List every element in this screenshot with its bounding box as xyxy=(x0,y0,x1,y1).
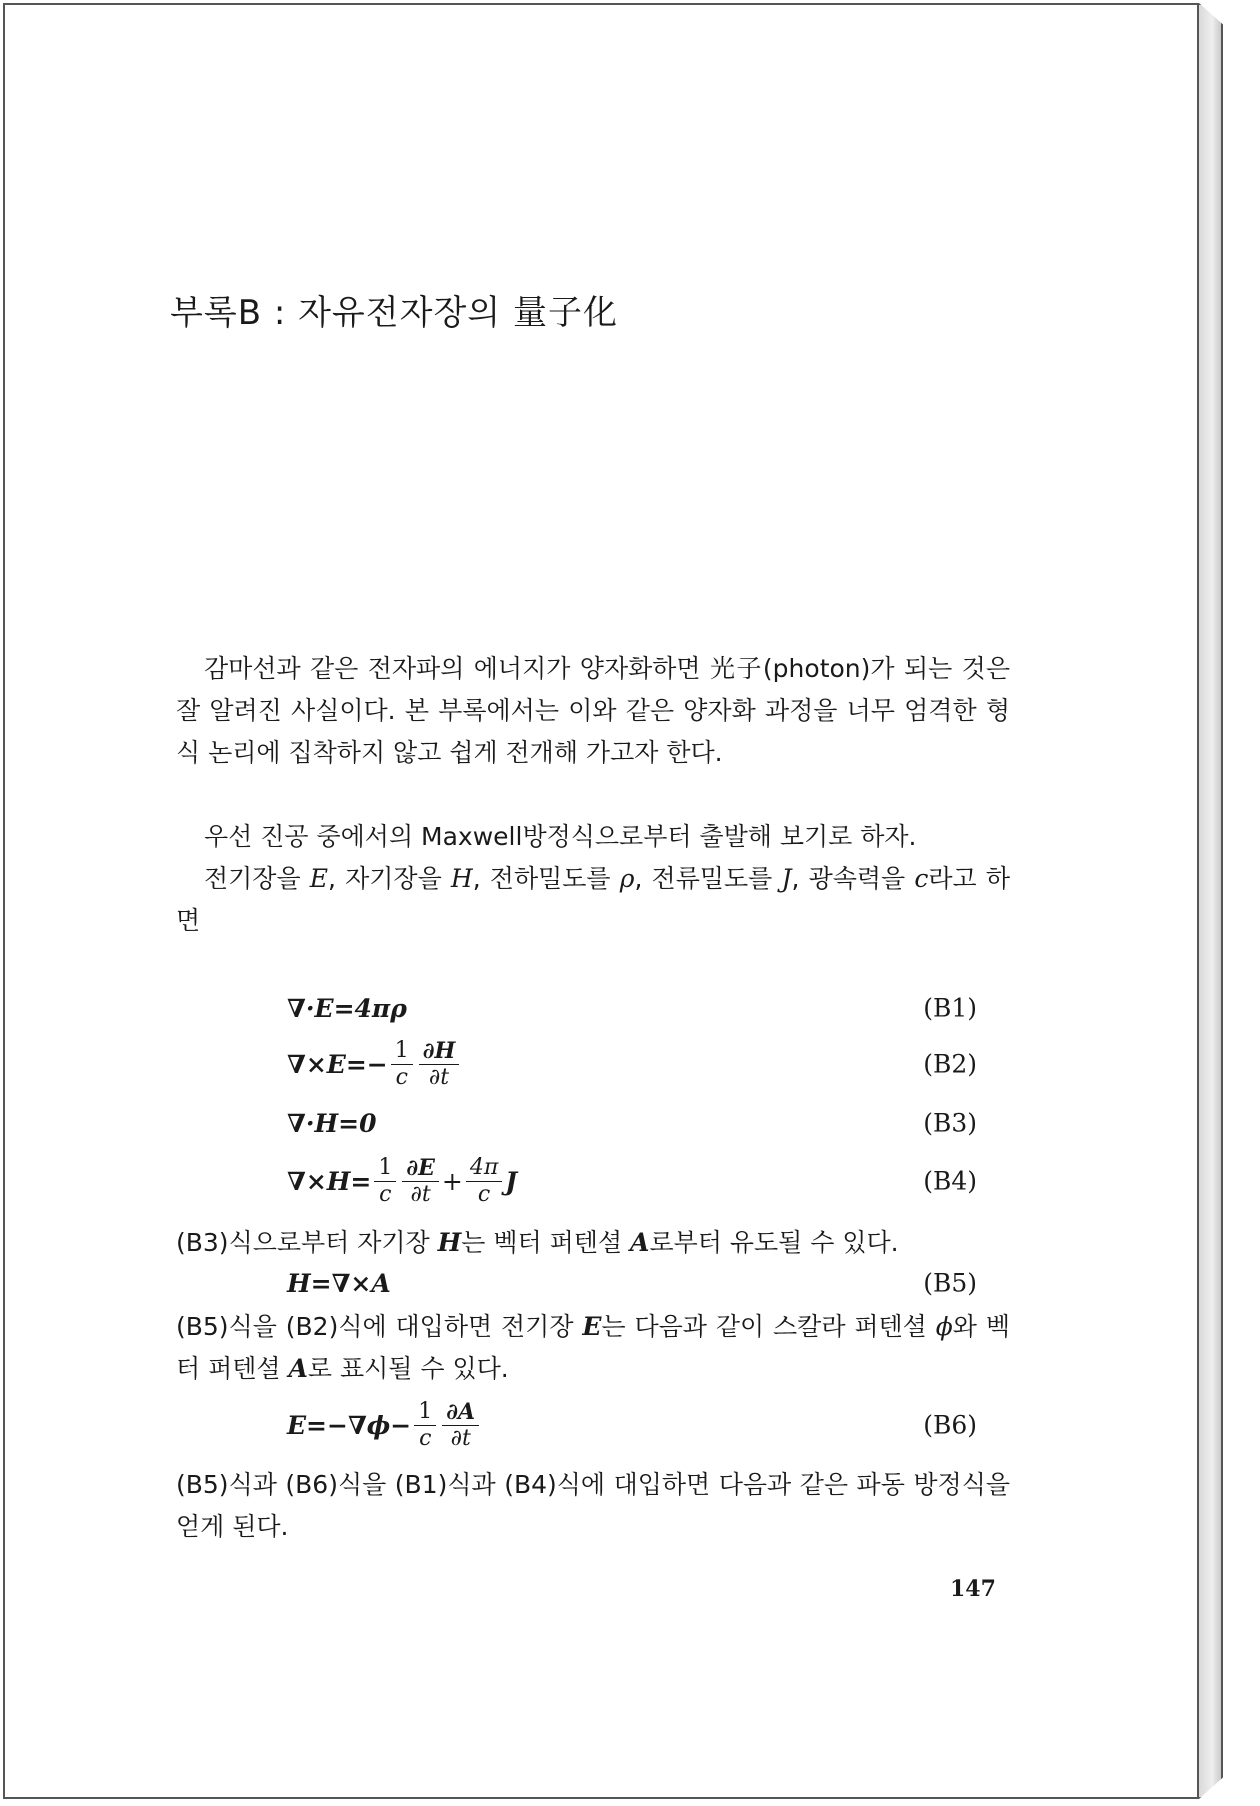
equation-number: (B4) xyxy=(923,1166,977,1196)
intro-paragraph: 감마선과 같은 전자파의 에너지가 양자화하면 光子(photon)가 되는 것은 잘 알려진 사실이다. 본 부록에서는 이와 같은 양자화 과정을 너무 엄격한 형식 논리에 집착하지 않고 쉽게 전개해 가고자 한다. xyxy=(176,654,1010,767)
appendix-title: 부록B : 자유전자장의 量子化 xyxy=(170,292,618,333)
maxwell-paragraph: 우선 진공 중에서의 Maxwell방정식으로부터 출발해 보기로 하자. xyxy=(204,822,917,851)
final-paragraph: (B5)식과 (B6)식을 (B1)식과 (B4)식에 대입하면 다음과 같은 파동 방정식을 얻게 된다. xyxy=(176,1470,1010,1541)
fraction: $\frac{\partial H}{\partial t}$ xyxy=(419,1038,460,1091)
fraction: $\frac{\partial E}{\partial t}$ xyxy=(402,1155,439,1208)
equation-number: (B5) xyxy=(923,1268,977,1298)
equation-b1: ∇·E=4πρ (B1) xyxy=(287,993,977,1023)
fraction: $\frac{\partial A}{\partial t}$ xyxy=(442,1399,479,1452)
equation-b6: E=−∇ϕ− $\frac{1}{c}$ $\frac{\partial A}{\partial t}$ (B6) xyxy=(287,1398,977,1451)
equation-b2: ∇×E=− $\frac{1}{c}$ $\frac{\partial H}{\partial t}$ (B2) xyxy=(287,1037,977,1090)
b3-paragraph: (B3)식으로부터 자기장 H는 벡터 퍼텐셜 A로부터 유도될 수 있다. xyxy=(176,1228,899,1257)
equation-number: (B1) xyxy=(923,993,977,1023)
fraction: $\frac{4\pi}{c}$ xyxy=(466,1155,502,1208)
b5-paragraph: (B5)식을 (B2)식에 대입하면 전기장 E는 다음과 같이 스칼라 퍼텐셜 ϕ와 벡터 퍼텐셜 A로 표시될 수 있다. xyxy=(176,1312,1010,1383)
equation-b5: H=∇×A (B5) xyxy=(287,1268,977,1298)
equation-number: (B3) xyxy=(923,1108,977,1138)
equation-b4: ∇×H= $\frac{1}{c}$ $\frac{\partial E}{\partial t}$ + $\frac{4\pi}{c}$ J (B4) xyxy=(287,1154,977,1207)
definitions-paragraph: 전기장을 E, 자기장을 H, 전하밀도를 ρ, 전류밀도를 J, 광속력을 c라고 하면 xyxy=(176,864,1011,935)
equation-b3: ∇·H=0 (B3) xyxy=(287,1108,977,1138)
fraction: $\frac{1}{c}$ xyxy=(374,1155,396,1208)
page-edge xyxy=(1199,3,1223,1799)
equation-number: (B2) xyxy=(923,1049,977,1079)
page-number: 147 xyxy=(950,1576,996,1602)
fraction: $\frac{1}{c}$ xyxy=(391,1038,413,1091)
equation-number: (B6) xyxy=(923,1410,977,1440)
fraction: $\frac{1}{c}$ xyxy=(414,1399,436,1452)
